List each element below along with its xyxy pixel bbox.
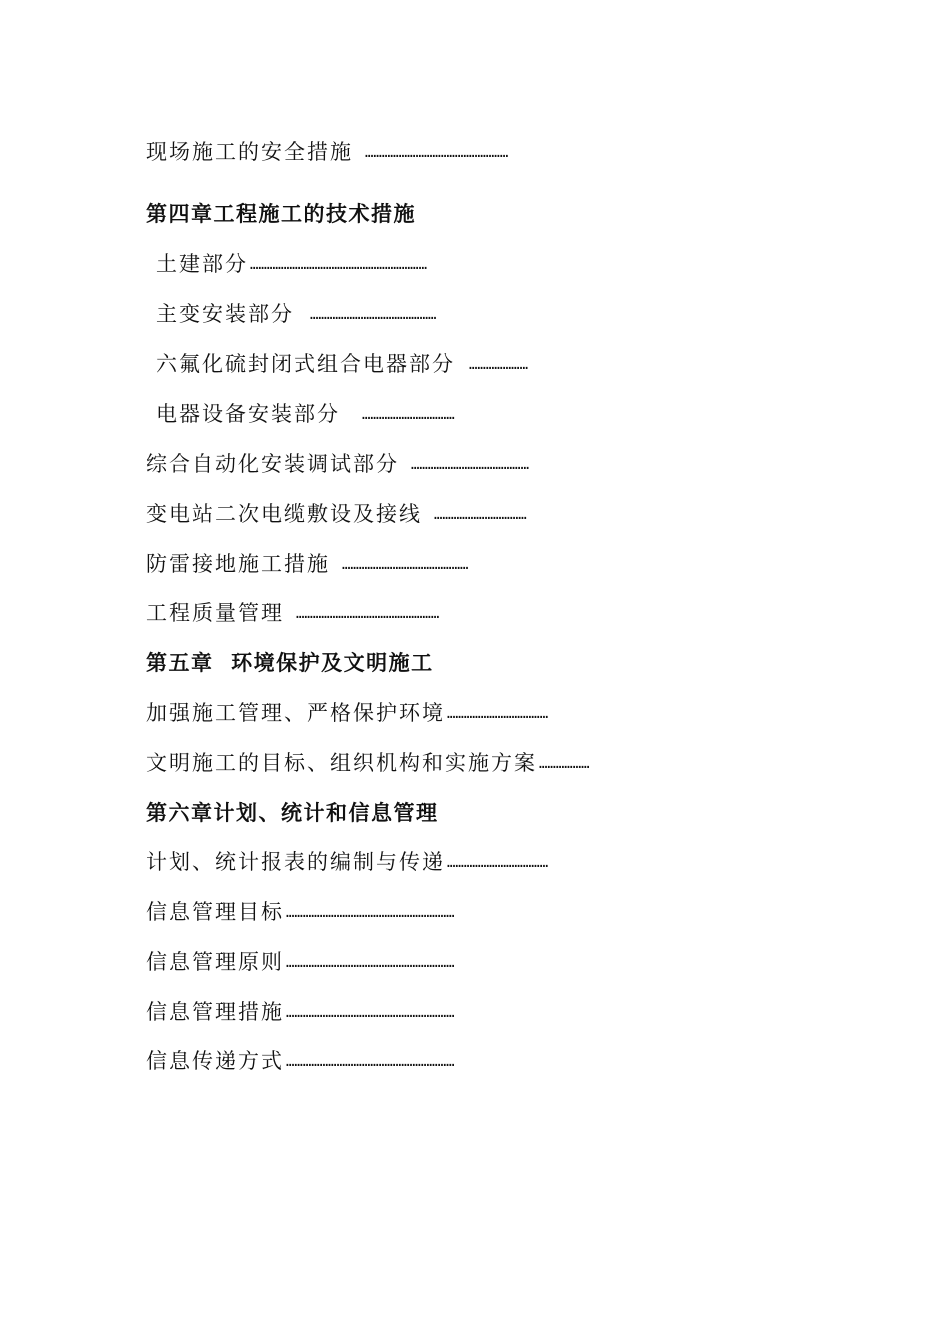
toc-chapter-heading[interactable] [146,796,439,830]
toc-entry[interactable] [156,297,436,331]
toc-entry-label: 主变安装部分 [156,302,294,326]
toc-leader-dots: …………………………………… [411,457,530,473]
toc-entry[interactable] [156,397,455,431]
toc-leader-dots: ……………………………… [447,855,549,871]
toc-entry-label: 现场施工的安全措施 [146,140,353,164]
toc-entry-label: 六氟化硫封闭式组合电器部分 [156,352,455,376]
toc-leader-dots: …………………………… [434,507,527,523]
toc-leader-dots: …………………………………………………… [286,905,455,921]
toc-entry[interactable] [146,547,468,581]
toc-entry-label: 变电站二次电缆敷设及接线 [146,502,422,526]
toc-entry[interactable] [146,135,508,169]
toc-entry-label: 综合自动化安装调试部分 [146,452,399,476]
toc-leader-dots: ……………… [539,756,590,772]
toc-chapter-heading[interactable] [146,646,434,680]
toc-leader-dots: ……………………………… [447,706,549,722]
toc-entry[interactable] [156,347,528,381]
toc-entry-label: 信息管理原则 [146,950,284,974]
toc-entry-label: 文明施工的目标、组织机构和实施方案 [146,751,537,775]
toc-entry-label: 信息管理目标 [146,900,284,924]
toc-leader-dots: …………………………………………………… [286,1054,455,1070]
toc-entry-label: 信息管理措施 [146,1000,284,1024]
toc-entry-label: 信息传递方式 [146,1049,284,1073]
toc-entry[interactable] [146,447,529,481]
chapter-title: 第六章计划、统计和信息管理 [146,800,439,825]
toc-entry[interactable] [146,995,455,1029]
toc-chapter-heading[interactable] [146,197,416,231]
toc-entry[interactable] [146,895,455,929]
toc-leader-dots: ………………… [469,357,529,373]
toc-entry[interactable] [146,746,590,780]
toc-entry-label: 计划、统计报表的编制与传递 [146,850,445,874]
chapter-title: 第五章 环境保护及文明施工 [146,650,434,675]
toc-leader-dots: ……………………………………… [342,557,469,573]
toc-entry[interactable] [156,247,427,281]
toc-leader-dots: …………………………………………… [365,145,509,161]
toc-entry-label: 加强施工管理、严格保护环境 [146,701,445,725]
toc-entry[interactable] [146,696,548,730]
toc-entry[interactable] [146,497,527,531]
toc-entry[interactable] [146,1044,455,1078]
toc-entry-label: 土建部分 [156,252,248,276]
toc-entry-label: 防雷接地施工措施 [146,552,330,576]
toc-entry[interactable] [146,945,455,979]
toc-leader-dots: ……………………………………………………… [250,257,428,273]
toc-leader-dots: …………………………………………… [296,606,440,622]
toc-leader-dots: ……………………………………… [310,307,437,323]
toc-entry-label: 工程质量管理 [146,601,284,625]
toc-entry[interactable] [146,845,548,879]
toc-leader-dots: …………………………………………………… [286,955,455,971]
toc-entry[interactable] [146,596,439,630]
toc-entry-label: 电器设备安装部分 [156,402,340,426]
toc-leader-dots: …………………………………………………… [286,1005,455,1021]
chapter-title: 第四章工程施工的技术措施 [146,201,416,226]
toc-leader-dots: …………………………… [362,407,455,423]
